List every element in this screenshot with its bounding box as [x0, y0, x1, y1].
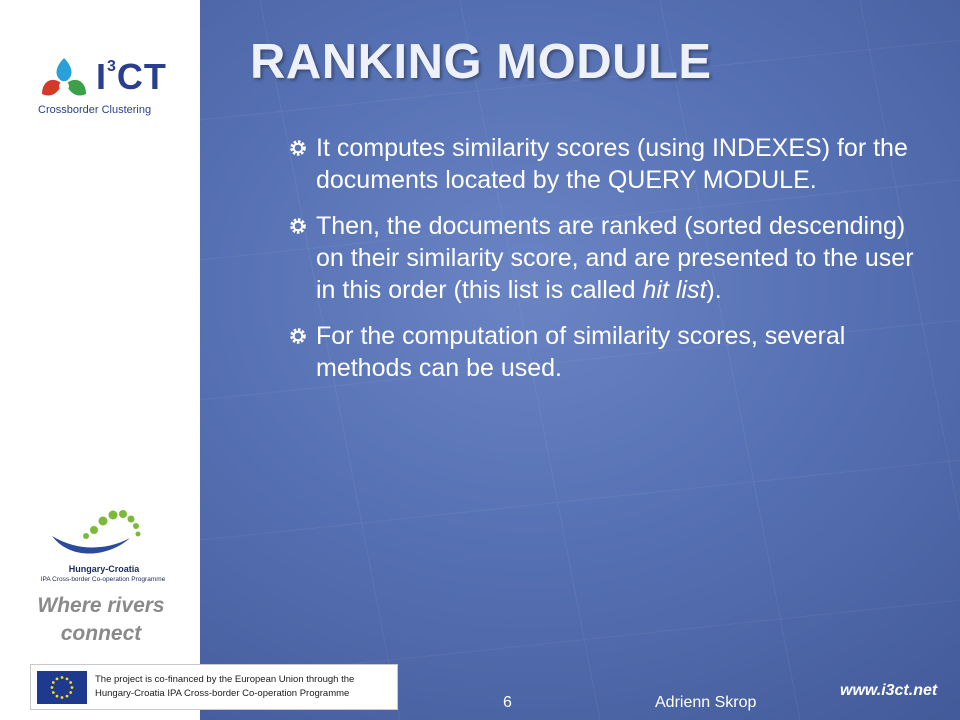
funding-text-line-2: Hungary-Croatia IPA Cross-border Co-operation Programme — [95, 688, 350, 699]
eu-star-icon — [69, 681, 72, 684]
eu-star-icon — [66, 695, 69, 698]
i3ct-logo — [30, 52, 180, 122]
eu-star-icon — [61, 696, 64, 699]
eu-funding-notice — [30, 664, 398, 710]
gear-bullet-icon — [290, 328, 306, 344]
eu-star-icon — [69, 691, 72, 694]
tagline-line-2: connect — [60, 622, 142, 645]
bullet-text-end: ). — [706, 276, 722, 304]
tagline — [26, 592, 176, 648]
bullet-item — [290, 320, 930, 384]
eu-star-icon — [61, 676, 64, 679]
page-number: 6 — [503, 694, 512, 711]
bullet-text: It computes similarity scores (using INDEXES) for the documents located by the QUERY MODULE. — [316, 134, 908, 194]
i3ct-logo-subtitle: Crossborder Clustering — [38, 104, 152, 116]
tagline-line-1: Where rivers — [37, 594, 165, 617]
eu-star-icon — [51, 686, 54, 689]
i3ct-logo-text: $I^3CT$ — [96, 56, 167, 97]
bullet-text: For the computation of similarity scores, several methods can be used. — [316, 322, 846, 382]
hit-list-emphasis: hit list — [642, 276, 707, 304]
eu-star-icon — [52, 691, 55, 694]
bullet-text: Then, the documents are ranked (sorted descending) on their similarity score, and are presented to the user in this order (this list is called — [316, 212, 914, 304]
funding-text — [95, 673, 354, 701]
programme-title: Hungary-Croatia — [68, 564, 140, 574]
eu-star-icon — [66, 677, 69, 680]
funding-text-line-1: The project is co-financed by the European Union through the — [95, 674, 355, 685]
programme-subtitle: IPA Cross-border Co-operation Programme — [40, 576, 166, 583]
bullet-item — [290, 210, 930, 306]
hungary-croatia-emblem-icon — [48, 506, 158, 562]
gear-bullet-icon — [290, 218, 306, 234]
eu-star-icon — [56, 695, 59, 698]
bullet-item — [290, 132, 930, 196]
bullet-list — [290, 132, 930, 398]
eu-star-icon — [52, 681, 55, 684]
slide-title: RANKING MODULE — [250, 35, 712, 89]
website-url[interactable]: www.i3ct.net — [840, 682, 938, 699]
author-name: Adrienn Skrop — [655, 694, 757, 711]
eu-star-icon — [71, 686, 74, 689]
eu-star-icon — [56, 677, 59, 680]
eu-flag-icon — [37, 671, 87, 704]
i3ct-logo-icon — [32, 54, 96, 104]
gear-bullet-icon — [290, 140, 306, 156]
sidebar — [0, 0, 355, 720]
